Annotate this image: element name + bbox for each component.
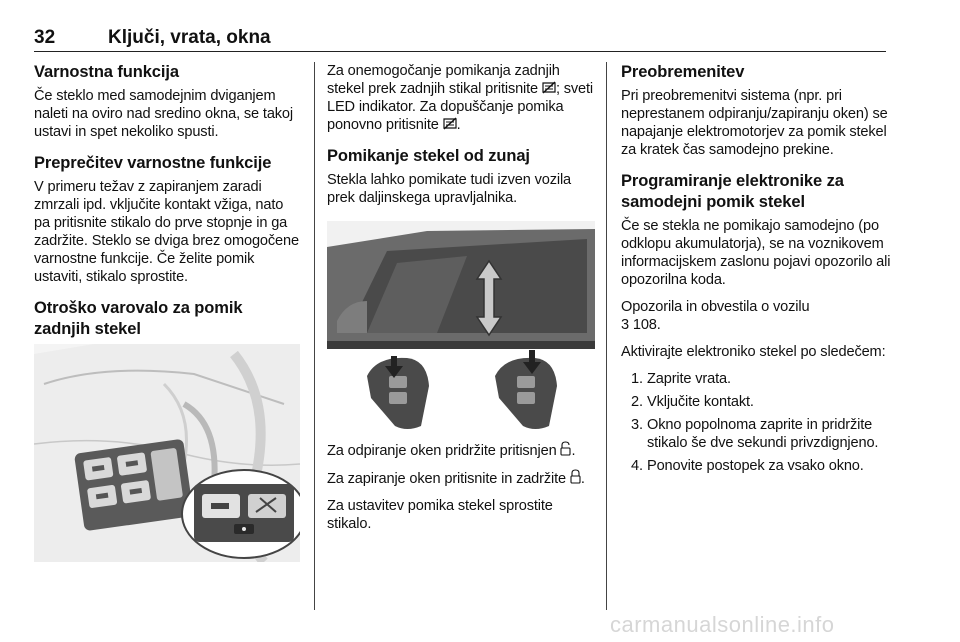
child-lock-icon bbox=[443, 117, 457, 130]
list-item: 2. Vključite kontakt. bbox=[631, 394, 754, 410]
column-divider-2 bbox=[606, 62, 607, 610]
steps-list bbox=[621, 370, 893, 475]
text-stop-windows: Za ustavitev pomika stekel sprostite stikalo. bbox=[327, 498, 553, 532]
child-lock-icon bbox=[542, 81, 556, 94]
text-child-lock-instructions: Za onemogočanje pomikanja zadnjih stekel prek zadnjih stikal pritisnite ; sveti LED indikator. Za dopuščanje pomika ponovno pritisnite . bbox=[327, 63, 594, 133]
heading-outside-operation: Pomikanje stekel od zunaj bbox=[327, 147, 530, 165]
text-overload: Pri preobremenitvi sistema (npr. pri neprestanem odpiranju/zapiranju oken) se napajanje elektromotorjev za pomik stekel za kratek čas samodejno prekine. bbox=[621, 88, 888, 158]
page-title: Ključi, vrata, okna bbox=[108, 27, 271, 48]
column-middle bbox=[327, 62, 595, 542]
text-warnings: Opozorila in obvestila o vozilu 3 108. bbox=[621, 299, 810, 333]
lock-key-icon bbox=[570, 469, 581, 484]
text-safety-function: Če steklo med samodejnim dviganjem naleti na oviro nad sredino okna, se takoj ustavi in spet nekoliko spusti. bbox=[34, 88, 293, 140]
heading-programming: Programiranje elektronike za samodejni pomik stekel bbox=[621, 172, 844, 211]
remote-window-illustration bbox=[327, 221, 595, 431]
text-open-windows: Za odpiranje oken pridržite pritisnjen . bbox=[327, 443, 576, 459]
page-number: 32 bbox=[34, 27, 56, 48]
text-activate: Aktivirajte elektroniko stekel po sledečem: bbox=[621, 344, 886, 360]
list-item: 3. Okno popolnoma zaprite in pridržite stikalo še dve sekundi privzdignjeno. bbox=[631, 417, 879, 451]
unlock-key-icon bbox=[560, 441, 571, 456]
heading-overload: Preobremenitev bbox=[621, 63, 745, 81]
column-right bbox=[621, 62, 893, 480]
list-item: 4. Ponovite postopek za vsako okno. bbox=[631, 458, 864, 474]
text-programming: Če se stekla ne pomikajo samodejno (po odklopu akumulatorja), se na voznikovem informacijskem zaslonu pojavi opozorilo ali opozorilna koda. bbox=[621, 218, 891, 288]
heading-child-lock: Otroško varovalo za pomik zadnjih stekel bbox=[34, 299, 243, 338]
text-override: V primeru težav z zapiranjem zaradi zmrzali ipd. vključite kontakt vžiga, nato pa pritisnite stikalo do prve stopnje in ga zadržite. Steklo se dviga brez omogočene varnostne funkcije. Če želite pomik ustaviti, stikalo sprostite. bbox=[34, 179, 299, 285]
text-outside-operation: Stekla lahko pomikate tudi izven vozila prek daljinskega upravljalnika. bbox=[327, 172, 571, 206]
page-reference-link[interactable]: 3 108. bbox=[621, 317, 661, 333]
list-item: 1. Zaprite vrata. bbox=[631, 371, 731, 387]
heading-override: Preprečitev varnostne funkcije bbox=[34, 154, 272, 172]
page-header bbox=[34, 24, 886, 52]
column-left bbox=[34, 62, 300, 562]
heading-safety-function: Varnostna funkcija bbox=[34, 63, 179, 81]
door-switch-illustration bbox=[34, 344, 300, 562]
watermark: carmanualsonline.info bbox=[610, 612, 835, 637]
text-close-windows: Za zapiranje oken pritisnite in zadržite . bbox=[327, 471, 585, 487]
column-divider-1 bbox=[314, 62, 315, 610]
